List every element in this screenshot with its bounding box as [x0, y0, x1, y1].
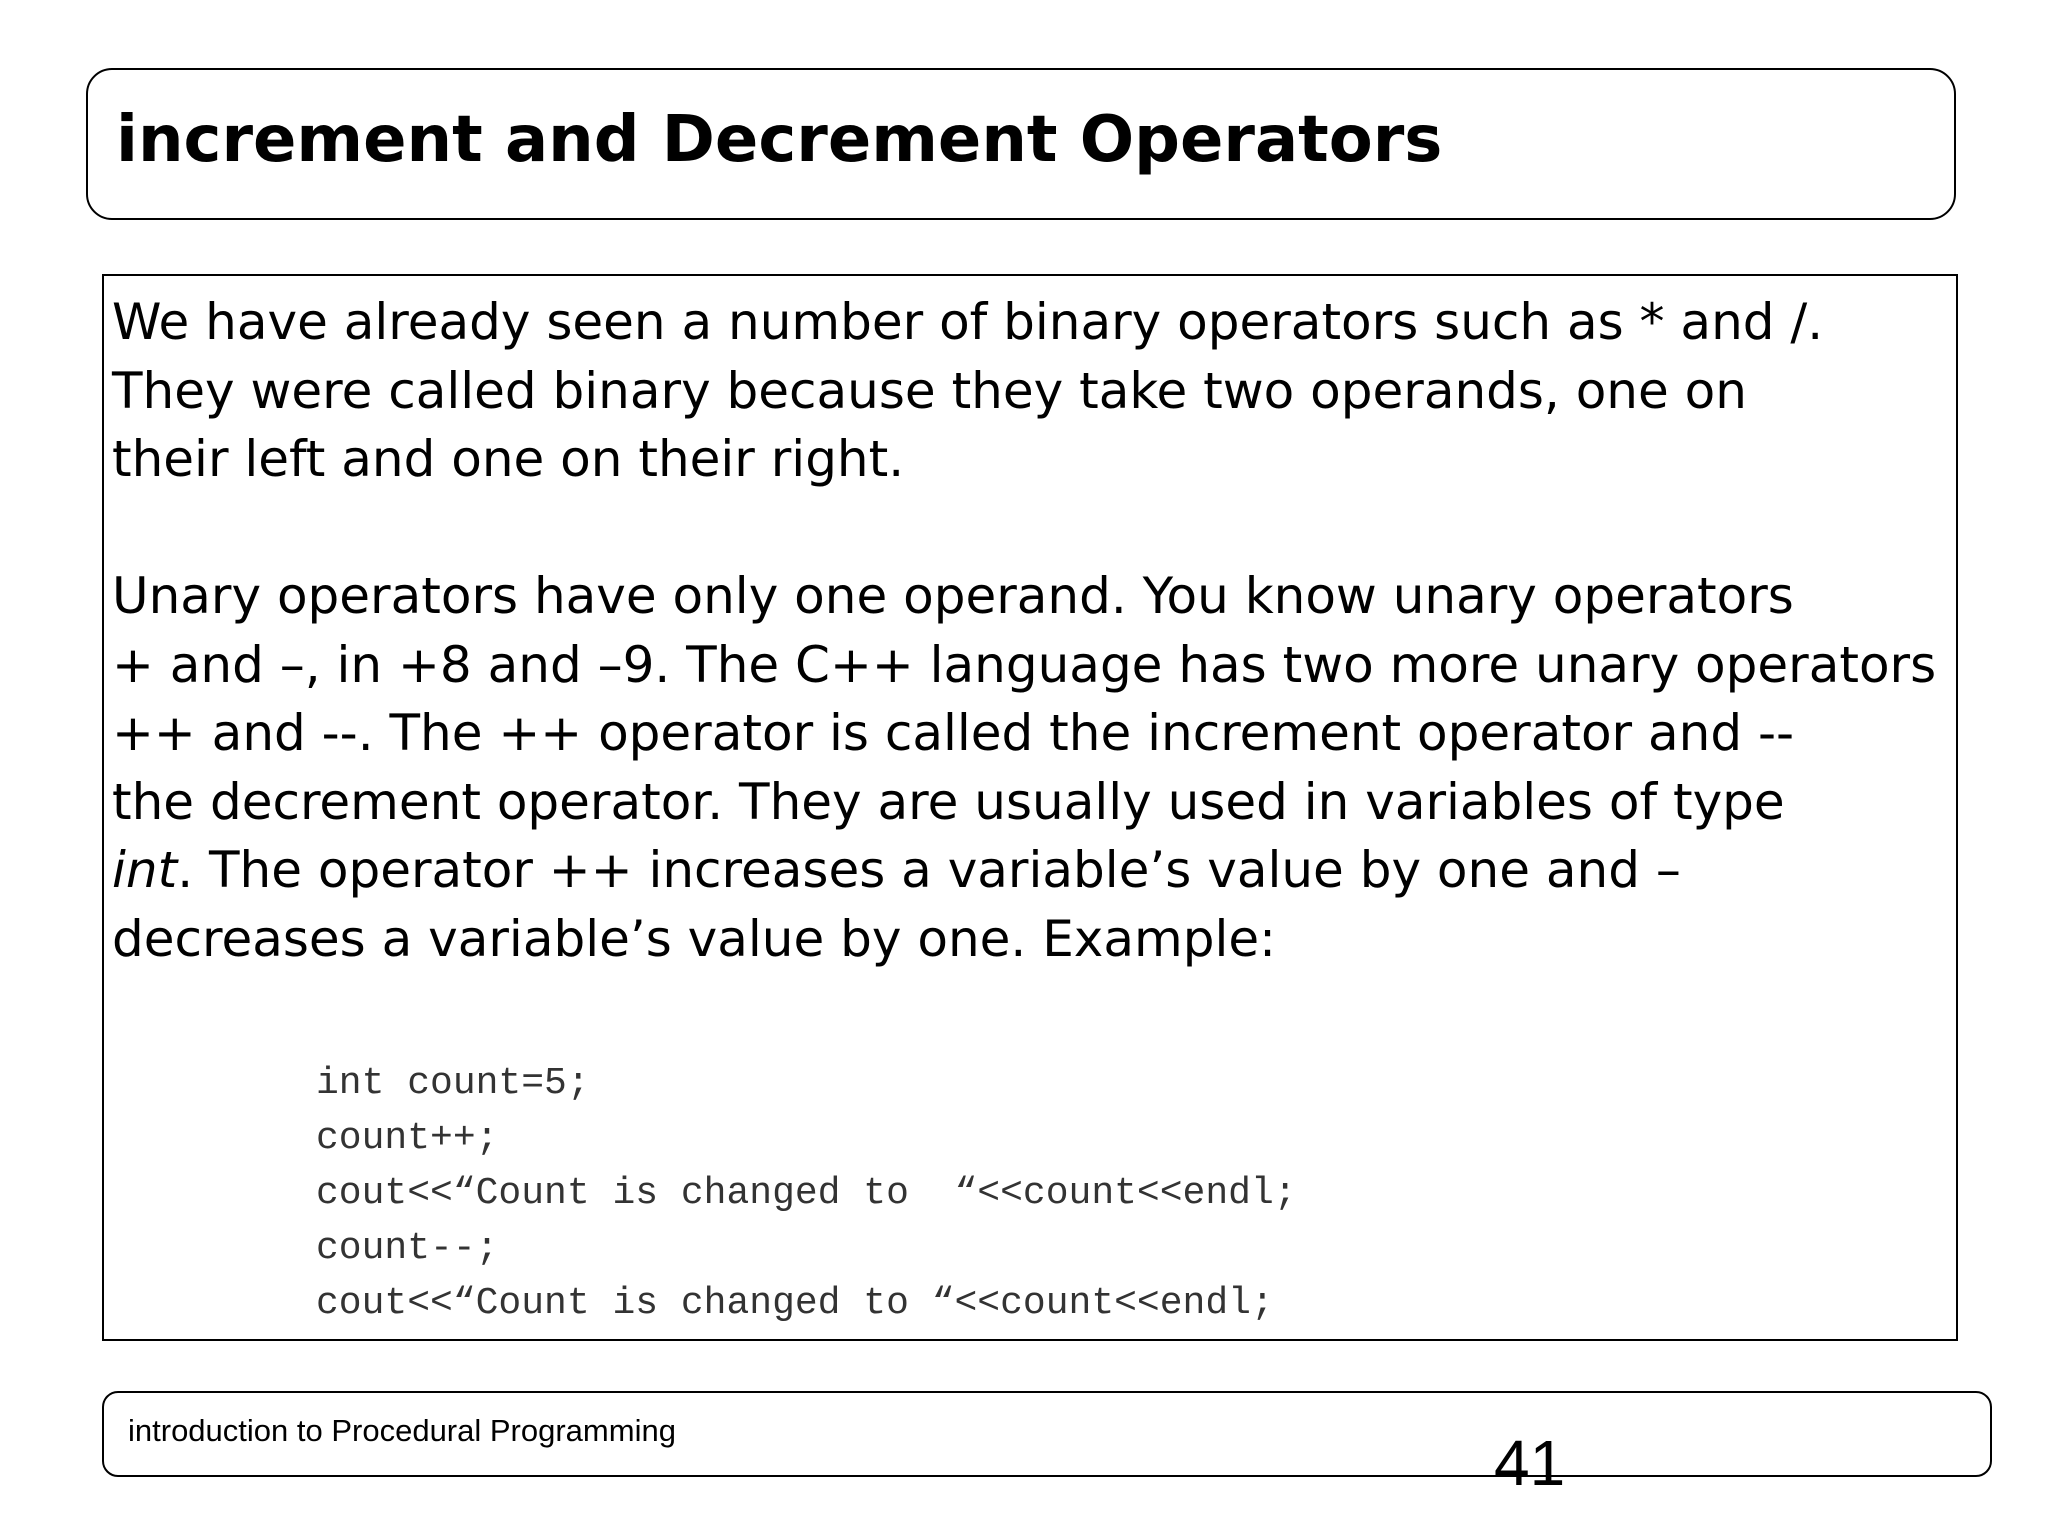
page-number: 41 [1494, 1427, 1566, 1499]
intro-line: their left and one on their right. [112, 430, 905, 488]
unary-paragraph [112, 562, 1936, 973]
intro-line: They were called binary because they take two operands, one on [112, 361, 1747, 420]
code-line: count++; [316, 1117, 499, 1160]
intro-paragraph [112, 288, 1823, 494]
code-line: cout<<“Count is changed to “<<count<<endl; [316, 1282, 1274, 1325]
intro-line: We have already seen a number of binary operators such as * and /. [112, 293, 1824, 351]
code-line: count--; [316, 1227, 499, 1270]
slide-title-box [86, 68, 1956, 220]
unary-line: ++ and --. The ++ operator is called the increment operator and -- [112, 704, 1795, 762]
slide-title: increment and Decrement Operators [116, 103, 1443, 177]
unary-line: the decrement operator. They are usually used in variables of type [112, 772, 1785, 831]
code-line: cout<<“Count is changed to “<<count<<endl; [316, 1172, 1297, 1215]
slide-footer [102, 1391, 1992, 1499]
code-example [316, 1056, 1297, 1331]
unary-line: + and –, in +8 and –9. The C++ language has two more unary operators [112, 635, 1937, 694]
unary-line [112, 836, 1936, 905]
int-keyword: int [112, 841, 178, 899]
unary-line: Unary operators have only one operand. You know unary operators [112, 567, 1794, 625]
unary-line: decreases a variable’s value by one. Example: [112, 909, 1276, 968]
unary-line-text: . The operator ++ increases a variable’s value by one and – [177, 841, 1681, 899]
course-title: introduction to Procedural Programming [128, 1413, 676, 1448]
slide-content-box [102, 274, 1958, 1341]
code-line: int count=5; [316, 1062, 590, 1105]
